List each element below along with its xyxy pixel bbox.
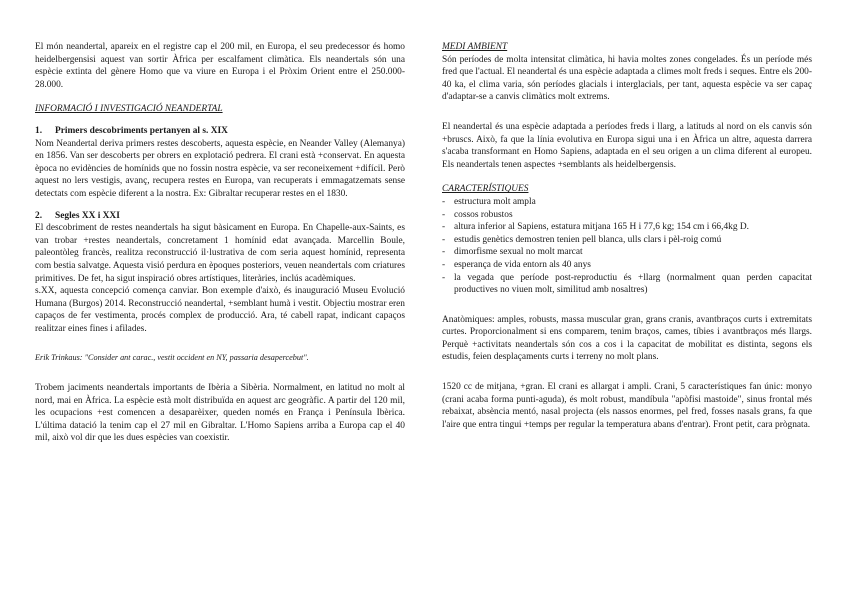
feature-item: - estructura molt ampla (442, 196, 812, 209)
section-title-medi-ambient: MEDI AMBIENT (442, 42, 508, 52)
left-column (35, 41, 405, 445)
feature-item: - altura inferior al Sapiens, estatura mitjana 165 H i 77,6 kg; 154 cm i 66,4kg D. (442, 221, 812, 234)
item1-heading (35, 125, 405, 138)
trinkaus-quote: Erik Trinkaus: "Consider ant carac., vestit occident en NY, passaria desapercebut". (35, 353, 309, 363)
feature-item: - cossos robustos (442, 209, 812, 222)
item1-number: 1. (35, 125, 43, 136)
item2-body-2: s.XX, aquesta concepció comença canviar. Bon exemple d'això, és inauguració Museu Evolució Humana (Burgos) 2014. Reconstrucció neandertal, +semblant humà i vestit. Objectiu mostrar eren capaços de fer vestimenta, procés complex de producció. Ara, té cabell rapat, indicant capaços realitzar eines fines i afilades. (35, 286, 405, 334)
section-title-caracteristiques: CARACTERÍSTIQUES (442, 184, 529, 195)
item2-number: 2. (35, 210, 43, 221)
feature-item: - la vegada que període post-reproductiu és +llarg (normalment quan perden capacitat productives no viuen molt, similitud amb nosaltres) (442, 272, 812, 297)
anatomiques-paragraph: Anatòmiques: amples, robusts, massa muscular gran, grans cranis, avantbraços curts i extremitats curtes. Proporcionalment si ens comparem, tenim braços, cames, tíbies i avantbraços més llargs. Perquè +activitats neandertals són cos a cos i la capacitat de mobilitat es distinta, segons els estudis, feien desplaçaments curts i terreny no molt plans. (442, 314, 812, 363)
features-list (442, 196, 812, 297)
item2-heading (35, 210, 405, 223)
item1-title: Primers descobriments pertanyen al s. XIX (55, 125, 228, 136)
feature-item: - dimorfisme sexual no molt marcat (442, 246, 812, 259)
crani-paragraph: 1520 cc de mitjana, +gran. El crani es allargat i ampli. Crani, 5 característiques fan únic: monyo (crani acaba forma punti-aguda), és molt robust, mandíbula "apòfisi mastoide", sinus frontal més rebaixat, absència mentó, nasal projecta (els nassos enormes, pel fred, fosses nasals grans, fa que l'aire que entra tingui +temps per regular la temperatura abans d'entrar). Front petit, cara prògnata. (442, 382, 812, 430)
item2-body-1: El descobriment de restes neandertals ha sigut bàsicament en Europa. En Chapelle-aux-Saints, es van trobar +restes neandertals, concretament 1 homínid edat avançada. Marcellin Boule, paleontòleg francès, realitza reconstrucció il·lustrativa de com seria aquest homínid, representa com bestia salvatge. Aquesta visió perdura en èpoques posteriors, veuen neandertals com criatures primitives. De fet, ha sigut inspiració obres artístiques, literàries, inclús acadèmiques. (35, 223, 405, 284)
medi-paragraph-2: El neandertal és una espècie adaptada a períodes freds i llarg, a latituds al nord on els canvis són +bruscs. Això, fa que la línia evolutiva en Europa sigui una i en Àfrica un altre, aquesta darrera s'acaba transformant en Homo Sapiens, adaptada en el seu origen a un clima diferent al europeu. Els neandertals tenen aspectes +semblants als heidelbergensis. (442, 121, 812, 170)
right-column (442, 41, 812, 431)
item1-body: Nom Neandertal deriva primers restes descoberts, aquesta espècie, en Neander Valley (Alemanya) en 1856. Van ser descoberts per obrers en explotació pedrera. El crani està +conservat. En aquesta època no evidències de homínids que no fossin nostra espècie, va ser reconeixement +difícil. Però aquest no lers vestigis, avanç, recupera restes en Europa, van recuperats i emmagatzemats sense detectats com espècie diferent a la nostra. Ex: Gibraltar recuperar restes en el 1830. (35, 138, 405, 199)
section-title-informacio: INFORMACIÓ I INVESTIGACIÓ NEANDERTAL (35, 104, 223, 115)
item2-title: Segles XX i XXI (55, 210, 120, 221)
feature-item: - esperança de vida entorn als 40 anys (442, 259, 812, 272)
feature-item: - estudis genètics demostren tenien pell blanca, ulls clars i pèl-roig comú (442, 234, 812, 247)
medi-paragraph-1: Són períodes de molta intensitat climàtica, hi havia moltes zones congelades. És un període més fred que l'actual. El neandertal és una espècie adaptada a climes molt freds i seques. Entre els 200-40 ka, el clima varia, són períodes glacials i interglacials, per tant, aquesta espècie va ser capaç d'adaptar-se a canvis climàtics molt extrems. (442, 54, 812, 103)
intro-paragraph: El món neandertal, apareix en el registre cap el 200 mil, en Europa, el seu predecessor és homo heidelbergensisi aquest van sortir Àfrica per escalfament climàtica. Els neandertals són una espècie extinta del gènere Homo que va viure en Europa i el Pròxim Orient entre el 250.000- 28.000. (35, 42, 405, 90)
closing-paragraph: Trobem jaciments neandertals importants de Ibèria a Sibèria. Normalment, en latitud no molt al nord, mai en Àfrica. La espècie està molt distribuïda en aquest arc geogràfic. A partir del 120 mil, les ocupacions +est comencen a desaparèixer, queden només en França i Península Ibèrica. L'última datació la tenim cap el 27 mil en Gibraltar. L'Homo Sapiens arriba a Europa cap el 40 mil, això vol dir que les dues espècies van coexistir. (35, 383, 405, 444)
